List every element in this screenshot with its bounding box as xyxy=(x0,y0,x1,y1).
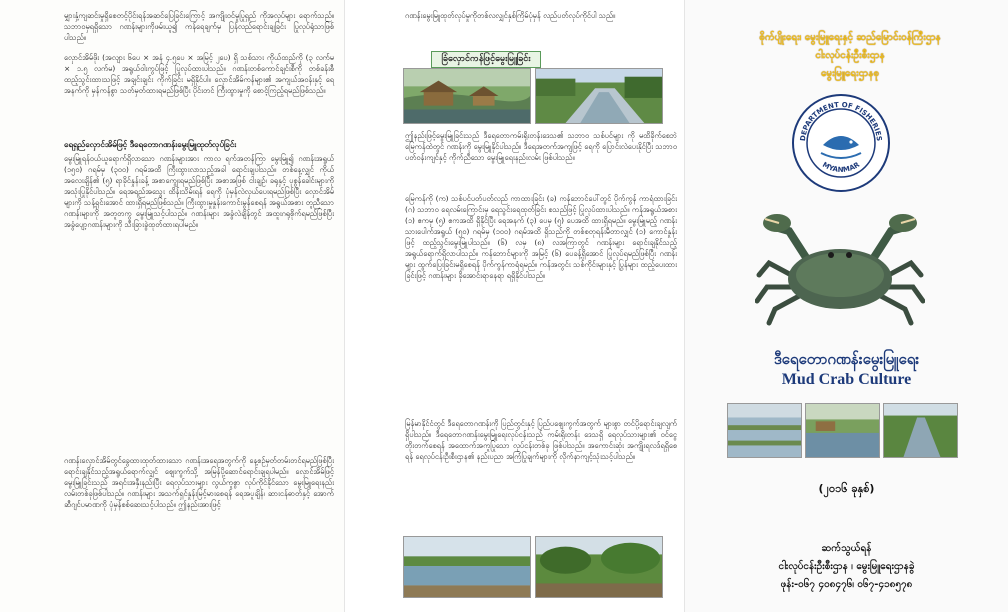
middle-paragraph-2: မြေကန်ကို (က) သစ်ပင်ပတ်ပတ်လည် ကာထားခြင်း (ခ) ကန်ဘောင်ပေါ်တွင် ပိုက်ကွန် ကာရံထားခြင်း (ဂ) သဘာဝ ရေလမ်းကြောင်းမှ ရေသွင်းရေထုတ်ခြင်း စသည်ဖြင့် ပြုလုပ်ထားပါသည်။ ကန်အရွယ်အစား (၁) ဧကမှ (၅) ဧကအထိ ရှိနိုင်ပြီး ရေအနက် (၃) ပေမှ (၅) ပေအထိ ထားရှိရမည်။ မွေးမြူမည့် ဂဏန်းသားပေါက်အရွယ် (၅၀) ဂရမ်မှ (၁၀၀) ဂရမ်အထိ ရှိသည်ကို တစ်စတုရန်းမီတာလျှင် (၁) ကောင်နှုန်းဖြင့် ထည့်သွင်းမွေးမြူပါသည်။ (၆) လမှ (၈) လအကြာတွင် ဂဏန်းများ ရောင်းချနိုင်သည့် အရွယ်ရောက်ရှိလာပါသည်။ ကန်ဘောင်များကို အမြင့် (၆) ပေခန့်ရှိအောင် ပြုလုပ်ရမည်ဖြစ်ပြီး ဂဏန်းများ ထွက်ပြေးခြင်းမရှိစေရန် ပိုက်ကွန်ကာရံရမည်။ ကန်အတွင်း သစ်ကိုင်းများနှင့် ပြွန်များ ထည့်ပေးထားခြင်းဖြင့် ဂဏန်းများ ခိုအောင်းရာနေရာ ရရှိနိုင်ပါသည်။ xyxy=(405,194,677,280)
middle-intro: ဂဏန်းမွေးမြူထုတ်လုပ်မှုကိုတစ်လလျှင်နှစ်ကြိမ်ပုံမှန် လည်ပတ်လုပ်ကိုင်ပါ သည်။ xyxy=(405,11,616,20)
fisheries-department-logo xyxy=(791,93,891,193)
photo-pond-banks xyxy=(403,536,531,598)
mud-crab-image xyxy=(755,205,925,330)
ministry-line-1: စိုက်ပျိုးရေး၊ မွေးမြူရေးနှင့် ဆည်မြောင်းဝန်ကြီးဌာန xyxy=(759,32,941,43)
contact-department: ငါးလုပ်ငန်းဦးစီးဌာန ၊ မွေးမြူရေးဌာနခွဲ xyxy=(778,561,915,572)
title-english: Mud Crab Culture xyxy=(781,371,912,388)
cover-photo-canal xyxy=(883,403,958,458)
cover-panel xyxy=(685,0,1008,612)
middle-panel xyxy=(345,0,685,612)
left-paragraph-4: ဂဏန်းလှောင်အိမ်တွင်ခွေထားထုတ်ထားသော ဂဏန်းအရေအတွက်ကို နေ့စဉ်မှတ်တမ်းတင်ရမည်ဖြစ်ပြီး ရောင်းချနိုင်သည့်အရွယ်ရောက်လျှင် ဈေးကွက်သို့ အမြန်ပို့ဆောင်ရောင်းချရပါမည်။ လှောင်အိမ်ဖြင့် မွေးမြူခြင်းသည် အရင်းအနှီးနည်းပြီး ရေလုပ်သားများ လွယ်ကူစွာ လုပ်ကိုင်နိုင်သော မွေးမြူရေးနည်းလမ်းတစ်ခုဖြစ်ပါသည်။ ဂဏန်းများ အသက်ရှင်နှုန်းမြင့်မားစေရန် ရေအပူချိန်၊ ဆားငန်ဓာတ်နှင့် အောက်ဆီဂျင်ပမာဏကို ပုံမှန်စစ်ဆေးသင့်ပါသည်။ ဤနည်းအားဖြင့် xyxy=(64,456,334,509)
left-panel xyxy=(0,0,345,612)
photo-pond-huts xyxy=(403,68,531,124)
section-title-pen-culture: ခြံလှောင်ကန်ဖြင့်မွေးမြူခြင်း xyxy=(431,51,541,68)
left-paragraph-3: မွေးမြူရန်ဝယ်ယူရောက်ရှိလာသော ဂဏန်းများအား ကာလ ရက်အတန်ကြာ မွေးမြူ၍ ဂဏန်းအရွယ် (၁၅၀) ဂရမ်မှ (၃၀၀) ဂရမ်အထိ ကြီးထွားလာသည့်အခါ ရောင်းချပါသည်။ တစ်နေ့လျှင် ကိုယ်အလေးချိန်၏ (၅) ရာခိုင်နှုန်းခန့် အစာကျွေးရမည်ဖြစ်ပြီး အစာအဖြစ် ငါးချဉ်၊ ခရုနှင့် ပုစွန်ခေါင်းများကို အသုံးပြုနိုင်ပါသည်။ ရေအရည်အသွေး ထိန်းသိမ်းရန် ရေကို ပုံမှန်လဲလှယ်ပေးရမည်ဖြစ်ပြီး လှောင်အိမ်များကို သန့်ရှင်းအောင် ထားရှိရမည်ဖြစ်သည်။ ကြီးထွားမှုနှုန်းကောင်းမွန်စေရန် အရွယ်အစား တူညီသော ဂဏန်းများကို အတူတကွ မွေးမြူသင့်ပါသည်။ ဂဏန်းများ အခွံလဲချိန်တွင် အထူးဂရုစိုက်ရမည်ဖြစ်ပြီး အခွံပျော့ဂဏန်းများကို သီးခြားခွဲထုတ်ထားရပါမည်။ xyxy=(64,154,334,229)
middle-paragraph-1: ဤနည်းဖြင့်မွေးမြူခြင်းသည် ဒီရေတောကမ်းရိုးတန်းဒေသ၏ သဘာဝ သစ်ပင်များ ကို မထိခိုက်စေဘဲ မြေကန်ထဲတွင် ဂဏန်းကို မွေးမြူနိုင်ပါသည်။ ဒီရေအတက်အကျဖြင့် ရေကို ပြောင်းလဲပေးနိုင်ပြီး သဘာဝ ပတ်ဝန်းကျင်နှင့် ကိုက်ညီသော မွေးမြူရေးနည်းလမ်း ဖြစ်ပါသည်။ xyxy=(405,131,677,162)
contact-phone: ဖုန်း-၀၆၇ ၄၀၈၄၇၆၊ ၀၆၇-၄၁၈၅၇၈ xyxy=(780,579,913,590)
svg-text:MYANMAR: MYANMAR xyxy=(820,160,862,174)
photo-canal-mangroves xyxy=(535,68,663,124)
svg-text:DEPARTMENT OF FISHERIES: DEPARTMENT OF FISHERIES xyxy=(798,100,884,142)
middle-paragraph-3: မြန်မာနိုင်ငံတွင် ဒီရေတောဂဏန်းကို ပြည်တွင်းနှင့် ပြည်ပဈေးကွက်အတွက် များစွာ တင်ပို့ရောင်းချလျက်ရှိပါသည်။ ဒီရေတောဂဏန်းမွေးမြူရေးလုပ်ငန်းသည် ကမ်းရိုးတန်း ဒေသရှိ ရေလုပ်သားများ၏ ဝင်ငွေတိုးတက်စေရန် အထောက်အကူပြုသော လုပ်ငန်းတစ်ခု ဖြစ်ပါသည်။ အကောင်းဆုံး အကျိုးရလဒ်ရရှိစေရန် ရေလုပ်ငန်းဦးစီးဌာန၏ နည်းပညာ အကြံပြုချက်များကို လိုက်နာကျင့်သုံးသင့်ပါသည်။ xyxy=(405,419,677,461)
contact-heading: ဆက်သွယ်ရန် xyxy=(821,543,872,554)
ministry-line-3: မွေးမြူရေးဌာနစု xyxy=(820,68,880,79)
left-section-heading: ရေရှည်လှောင်အိမ်ဖြင့် ဒီရေတောဂဏန်းမွေးမြူထုတ်လုပ်ခြင်း xyxy=(64,140,237,149)
left-paragraph-1: မျှားနှံ့ကျဆင်းမှုရှိစေတင့်ပိုင်းရန်အဆင်ပြေခြင်းကြောင့် အကျိုးဝင်မှုပြုရှည် ကိုအလုပ်များ ရောက်သည်။ သဘာဝမှရရှိသော ဂဏန်းများကိုဖမ်းယူ၍ ကန်ရေချက်မှ ပြန်လည်ရောင်းချခြင်း ပြုလုပ်ရုံသာဖြစ်ပါသည်။ xyxy=(64,11,334,42)
cover-photo-farm xyxy=(805,403,880,458)
title-myanmar: ဒီရေတောဂဏန်းမွေးမြူရေး xyxy=(773,350,920,368)
photo-mangrove-trees xyxy=(535,536,663,598)
ministry-line-2: ငါးလုပ်ငန်းဦးစီးဌာန xyxy=(815,50,885,61)
left-paragraph-2: လှောင်အိမ်ဖိုး (အလျား ၆ပေ × အနံ ၄.၅ပေ × အမြင့် ၂ပေ) ရှိ သစ်သား ကိုယ်ထည်ကို (၃ လက်မ × ၁.၅ လက်မ) အရွယ်ဝါးကွပ်ဖြင့် ပြုလုပ်ထားပါသည်။ ဂဏန်းတစ်ကောင်ချင်းစီကို တစ်ခန်းစီ ထည့်သွင်းထားသဖြင့် အချင်းချင်း ကိုက်ခြင်း မရှိနိုင်ပါ။ လှောင်အိမ်ကန်များ၏ အကျယ်အဝန်းနှင့် ရေအနက်ကို မှန်ကန်စွာ သတ်မှတ်ထားရမည်ဖြစ်ပြီး ပိုင်းတင် ကြီးထွားမှုကို စောင့်ကြည့်ရမည်ဖြစ်သည်။ xyxy=(64,53,334,95)
cover-photo-ponds xyxy=(727,403,802,458)
publication-year: (၂၀၁၆ ခုနှစ်) xyxy=(818,482,875,495)
